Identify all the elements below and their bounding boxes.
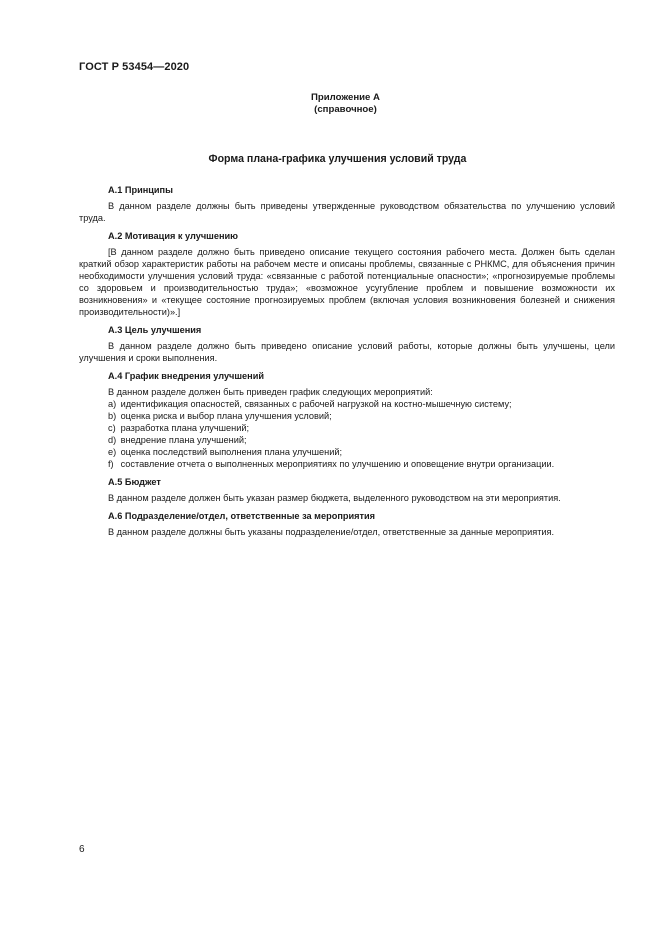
section-a4-heading: А.4 График внедрения улучшений bbox=[108, 371, 264, 381]
section-a5-heading: А.5 Бюджет bbox=[108, 477, 161, 487]
page-number: 6 bbox=[79, 844, 85, 855]
section-a1-text: В данном разделе должны быть приведены утвержденные руководством обязательства по улучшению условий труда. bbox=[79, 201, 615, 223]
section-a6-heading: А.6 Подразделение/отдел, ответственные за мероприятия bbox=[108, 511, 375, 521]
appendix-heading bbox=[0, 92, 661, 116]
document-standard-number: ГОСТ Р 53454—2020 bbox=[79, 61, 190, 73]
list-item-text: внедрение плана улучшений; bbox=[120, 435, 247, 445]
list-item-marker: e) bbox=[108, 447, 117, 457]
list-item-marker: b) bbox=[108, 411, 117, 421]
list-item-marker: d) bbox=[108, 435, 117, 445]
list-item-text: составление отчета о выполненных мероприятиях по улучшению и оповещение внутри организации. bbox=[120, 459, 555, 469]
list-item bbox=[79, 398, 615, 410]
section-a4-list bbox=[79, 398, 615, 470]
section-a4-intro: В данном разделе должен быть приведен график следующих мероприятий: bbox=[108, 387, 433, 397]
appendix-title: Приложение А bbox=[311, 92, 380, 103]
section-a2-text: [В данном разделе должно быть приведено описание текущего состояния рабочего места. Должен быть сделан краткий обзор характеристик работы на рабочем месте и описаны проблемы, связанные с РНКМС, для объяснения причин необходимости улучшения условий труда: «связанные с работой потенциальные опасности»; «прогнозируемые проблемы со здоровьем и производительностью труда»; «возможное усугубление проблем и повышение возможности их возникновения» и «текущее состояние прогнозируемых проблем (включая условия возникновения болезней и снижения производительности)».] bbox=[79, 247, 615, 317]
list-item-marker: f) bbox=[108, 459, 114, 469]
form-title: Форма плана-графика улучшения условий труда bbox=[208, 153, 467, 165]
section-a5-text: В данном разделе должен быть указан размер бюджета, выделенного руководством на эти мероприятия. bbox=[108, 493, 561, 503]
list-item-text: разработка плана улучшений; bbox=[120, 423, 250, 433]
document-body bbox=[79, 184, 615, 538]
list-item bbox=[79, 422, 615, 434]
list-item-text: оценка последствий выполнения плана улучшений; bbox=[120, 447, 343, 457]
list-item-marker: c) bbox=[108, 423, 116, 433]
section-a2-heading: А.2 Мотивация к улучшению bbox=[108, 231, 238, 241]
list-item bbox=[79, 410, 615, 422]
list-item bbox=[79, 434, 615, 446]
list-item bbox=[79, 446, 615, 458]
section-a6-text: В данном разделе должны быть указаны подразделение/отдел, ответственные за данные мероприятия. bbox=[108, 527, 555, 537]
section-a1-heading: А.1 Принципы bbox=[108, 185, 173, 195]
list-item-marker: а) bbox=[108, 399, 117, 409]
list-item-text: идентификация опасностей, связанных с рабочей нагрузкой на костно-мышечную систему; bbox=[120, 399, 512, 409]
section-a3-text: В данном разделе должно быть приведено описание условий работы, которые должны быть улучшены, цели улучшения и сроки выполнения. bbox=[79, 341, 615, 363]
appendix-type: (справочное) bbox=[314, 104, 377, 115]
section-a3-heading: А.3 Цель улучшения bbox=[108, 325, 202, 335]
list-item bbox=[79, 458, 615, 470]
list-item-text: оценка риска и выбор плана улучшения условий; bbox=[120, 411, 332, 421]
